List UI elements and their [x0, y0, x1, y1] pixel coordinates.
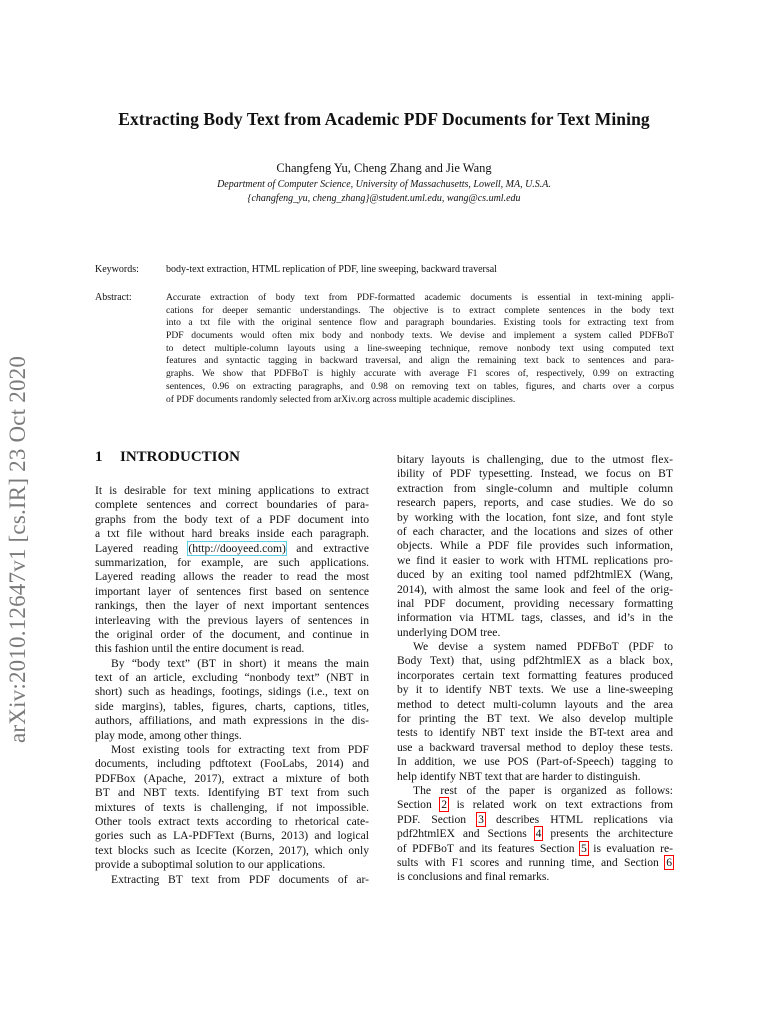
body-line: a txt file without hard breaks inside each paragraph. — [95, 527, 369, 541]
body-line: complete sentences and correct boundaries of para- — [95, 498, 369, 512]
authors: Changfeng Yu, Cheng Zhang and Jie Wang — [276, 161, 492, 175]
body-line: duced by an exiting tool named pdf2htmlEX (Wang, — [397, 568, 673, 582]
body-line: by it to identify NBT texts. We use a line-sweeping — [397, 683, 673, 697]
abstract-line: of PDF documents randomly selected from arXiv.org across multiple academic disciplines. — [166, 393, 516, 405]
body-line-with-ref — [397, 798, 673, 812]
abstract-line: into a txt file with the original sentence flow and paragraph boundaries. Existing tools for extracting text from — [166, 317, 674, 329]
body-line: method to detect multi-column layouts and the area — [397, 697, 673, 711]
body-line-with-ref — [397, 842, 673, 856]
section-5-ref-link[interactable]: 5 — [581, 841, 587, 855]
abstract-line: Accurate extraction of body text from PDF-formatted academic documents is essential in text-mining appli- — [166, 292, 674, 303]
body-text: and extractive — [285, 541, 369, 555]
dooyeed-link[interactable]: (http://dooyeed.com) — [188, 541, 286, 555]
body-line: text blocks such as Icecite (Korzen, 2017), which only — [95, 843, 369, 857]
body-line: of each character, and the locations and sizes of other — [397, 524, 673, 538]
body-line-with-ref — [397, 827, 673, 841]
abstract-body — [166, 292, 674, 406]
left-column — [95, 484, 369, 887]
body-line: It is desirable for text mining applications to extract — [95, 484, 369, 497]
body-line: is conclusions and final remarks. — [397, 870, 550, 884]
body-text: PDF. Section — [397, 812, 478, 826]
body-line: by working with the location, font size, and font style — [397, 510, 673, 524]
body-line: the original order of the document, and continue in — [95, 627, 369, 641]
section-2-ref-link[interactable]: 2 — [441, 798, 448, 812]
body-line: graphs from the body text of a PDF document into — [95, 512, 369, 526]
body-line: research papers, reports, and case studies. We do so — [397, 496, 673, 510]
body-text: is related work on text extractions from — [448, 798, 673, 812]
body-text: pdf2htmlEX and Sections — [397, 827, 535, 841]
body-line: underlying DOM tree. — [397, 625, 501, 639]
body-line: tests to identify NBT text inside the BT-text area and — [397, 726, 673, 740]
body-line: help identify NBT text that are harder to distinguish. — [397, 769, 641, 783]
body-line: we find it easier to work with HTML replications pro- — [397, 553, 673, 567]
body-text: Layered reading — [95, 541, 189, 555]
body-line-with-link — [95, 542, 369, 556]
abstract-line: sentences, 0.96 on extracting paragraphs, and 0.98 on removing text on tables, figures, and charts over a corpus — [166, 380, 674, 392]
body-line-with-ref — [397, 813, 673, 827]
body-line-with-ref — [397, 856, 673, 870]
body-line: for printing the BT text. We also develop multiple — [397, 712, 673, 726]
body-line: Body Text) that, using pdf2htmlEX as a black box, — [397, 654, 673, 668]
body-text: describes HTML replications via — [484, 812, 673, 826]
body-text: is evaluation re- — [587, 841, 673, 855]
body-line: The rest of the paper is organized as follows: — [413, 783, 673, 797]
body-line: documents, including pdftotext (FooLabs, 2014) and — [95, 757, 369, 771]
body-line: gories such as LA-PDFText (Burns, 2013) and logical — [95, 829, 369, 843]
body-line: extraction from single-column and multiple column — [397, 481, 673, 495]
section-number: 1 — [95, 449, 103, 465]
body-line: use a backward traversal method to deploy these tests. — [397, 740, 673, 754]
body-line: We devise a system named PDFBoT (PDF to — [413, 640, 673, 654]
body-line: 2014), with almost the same look and feel of the orig- — [397, 582, 673, 596]
keywords-label: Keywords: — [95, 264, 139, 275]
paper-title: Extracting Body Text from Academic PDF Documents for Text Mining — [118, 109, 650, 129]
body-line: mixtures of texts is challenging, if not impossible. — [95, 800, 369, 814]
section-6-ref-link[interactable]: 6 — [666, 855, 672, 869]
body-line: provide a suboptimal solution to our applications. — [95, 858, 326, 872]
body-text: of PDFBoT and its features Section — [397, 841, 581, 855]
body-line: rankings, then the layer of next important sentences — [95, 599, 369, 613]
body-line: this fashion until the entire document is read. — [95, 642, 305, 656]
section-4-ref-link[interactable]: 4 — [535, 827, 542, 841]
body-line: short) such as headings, footings, sidings (i.e., text on — [95, 685, 369, 699]
body-line: ibility of PDF typesetting. Instead, we focus on BT — [397, 467, 673, 481]
body-line: authors, affiliations, and math expressions in the dis- — [95, 714, 369, 728]
body-line: Extracting BT text from PDF documents of ar- — [111, 872, 369, 886]
body-line: In addition, we use POS (Part-of-Speech) tagging to — [397, 755, 673, 769]
body-line: text of an article, excluding “nonbody text” (NBT in — [95, 671, 369, 685]
body-text: Section — [397, 798, 441, 812]
section-title: INTRODUCTION — [120, 449, 241, 465]
body-text: sults with F1 scores and running time, and Section — [397, 855, 666, 869]
body-line: incorporates certain text formatting features produced — [397, 668, 673, 682]
abstract-line: PDF documents would often mix body and nonbody texts. We devise and implement a system called PDFBoT — [166, 330, 674, 342]
abstract-label: Abstract: — [95, 292, 132, 303]
abstract-line: cations for deeper semantic understandings. The objective is to extract complete sentences in the body text — [166, 304, 674, 316]
abstract-line: features and syntactic tagging in backward traversal, and align the remaining text back to sentences and para- — [166, 355, 674, 367]
abstract-line: graphs. We show that PDFBoT is highly accurate with average F1 scores of, respectively, 0.99 on extracting — [166, 368, 674, 380]
body-line: summarization, for example, are such applications. — [95, 555, 369, 569]
body-line: Layered reading allows the reader to read the most — [95, 570, 369, 584]
body-line: inal PDF document, providing necessary formatting — [397, 596, 673, 610]
body-line: side margins), tables, figures, charts, captions, titles, — [95, 699, 369, 713]
body-line: By “body text” (BT in short) it means the main — [111, 656, 369, 670]
body-line: PDFBox (Apache, 2017), extract a mixture of both — [95, 771, 369, 785]
body-line: Other tools extract texts according to rhetorical cate- — [95, 814, 369, 828]
body-line: play mode, among other things. — [95, 728, 242, 742]
body-line: bitary layouts is challenging, due to the utmost flex- — [397, 453, 673, 466]
body-line: information via HTML tags, classes, and id’s in the — [397, 611, 673, 625]
body-line: important layer of sentences first based on sentence — [95, 584, 369, 598]
body-line: interleaving with the previous layers of sentences in — [95, 613, 369, 627]
affiliation: Department of Computer Science, University of Massachusetts, Lowell, MA, U.S.A. — [217, 179, 551, 190]
body-line: objects. While a PDF file provides such information, — [397, 539, 673, 553]
body-line: Most existing tools for extracting text from PDF — [111, 743, 369, 757]
arxiv-identifier-stamp: arXiv:2010.12647v1 [cs.IR] 23 Oct 2020 — [5, 355, 30, 743]
right-column — [397, 453, 673, 885]
body-line: BT and NBT texts. Identifying BT text from such — [95, 786, 369, 800]
keywords-text: body-text extraction, HTML replication of PDF, line sweeping, backward traversal — [166, 264, 497, 275]
section-3-ref-link[interactable]: 3 — [478, 812, 484, 826]
author-emails: {changfeng_yu, cheng_zhang}@student.uml.edu, wang@cs.uml.edu — [247, 193, 521, 204]
abstract-line: to detect multiple-column layouts using a line-sweeping technique, remove nonbody text using computed text — [166, 342, 674, 354]
body-text: presents the architecture — [542, 827, 674, 841]
